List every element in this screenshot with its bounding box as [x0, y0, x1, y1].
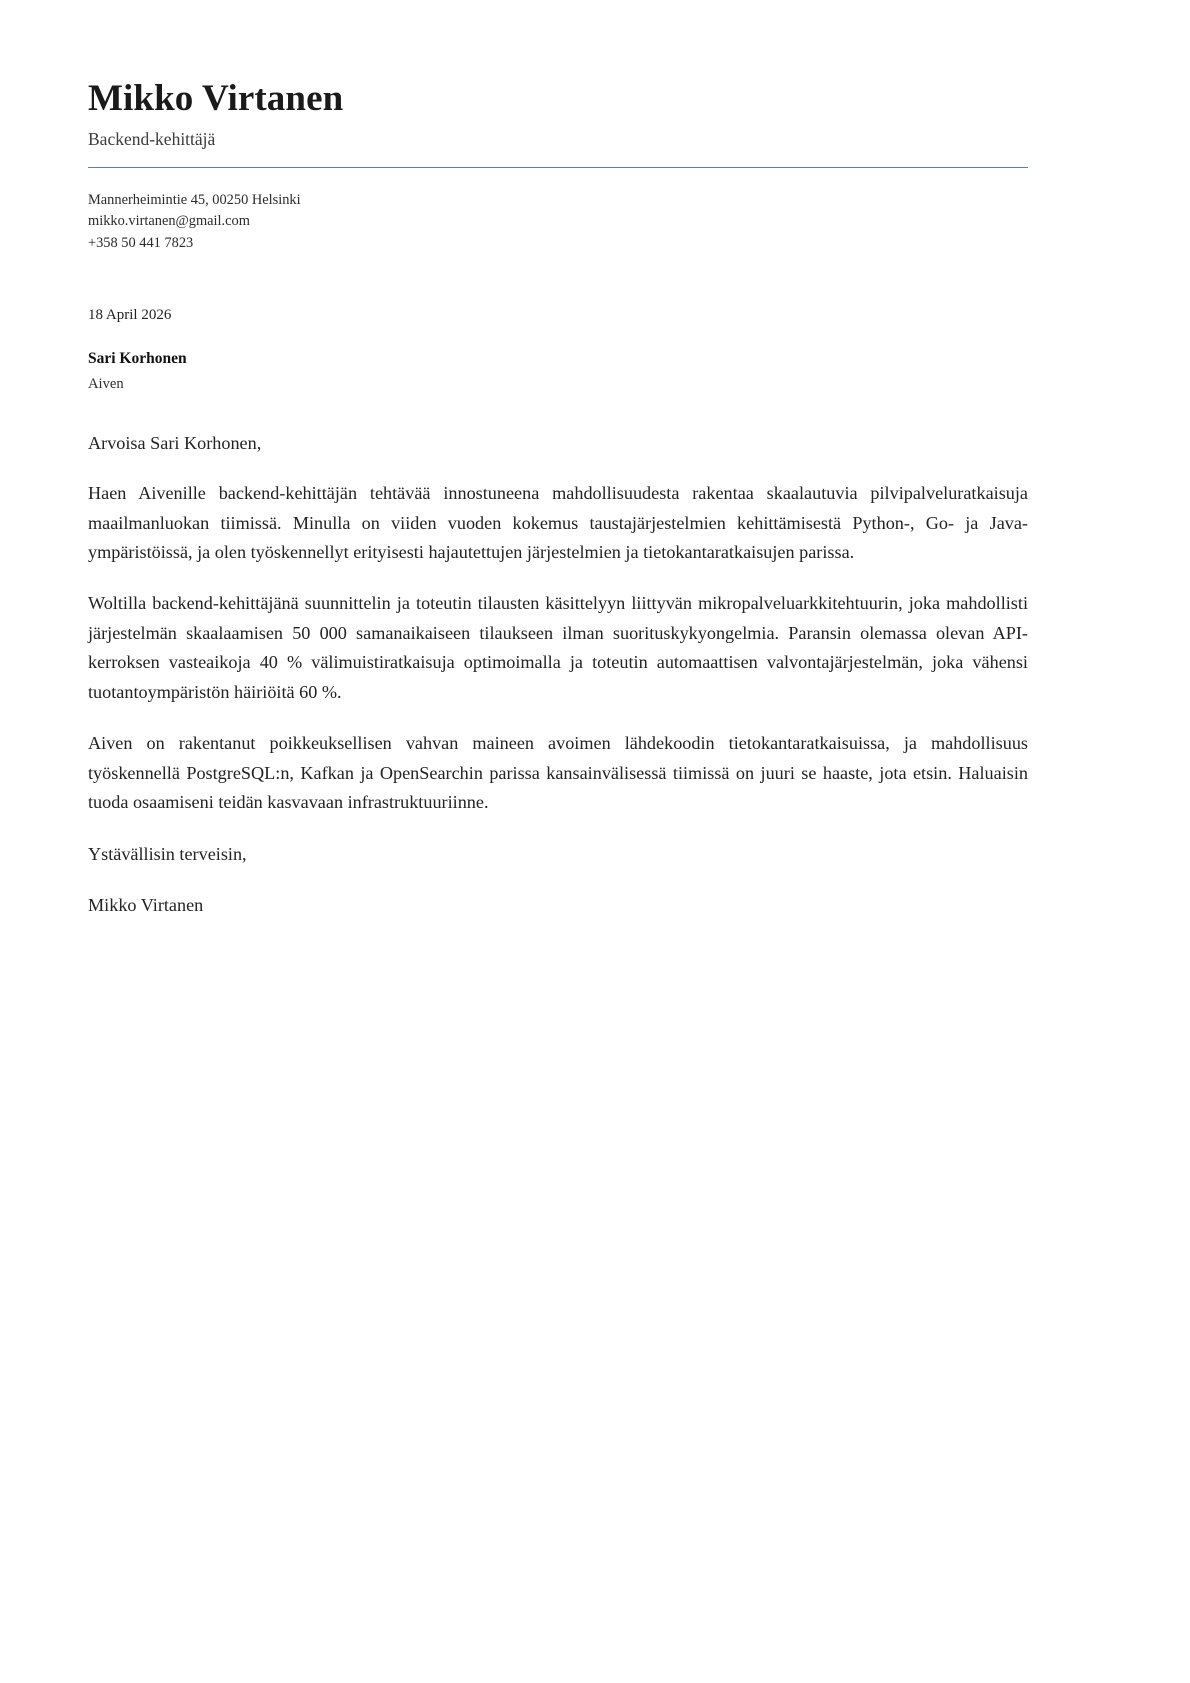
letter-salutation: Arvoisa Sari Korhonen,: [88, 432, 262, 453]
contact-address: Mannerheimintie 45, 00250 Helsinki: [88, 192, 301, 209]
candidate-name: Mikko Virtanen: [88, 78, 344, 119]
contact-block: [88, 190, 1028, 254]
contact-phone: +358 50 441 7823: [88, 234, 194, 251]
contact-email[interactable]: mikko.virtanen@gmail.com: [88, 213, 250, 230]
letter-paragraph-3: Aiven on rakentanut poikkeuksellisen vahvan maineen avoimen lähdekoodin tietokantaratkaisuissa, ja mahdollisuus työskennellä PostgreSQL:n, Kafkan ja OpenSearchin parissa kansainvälisessä tiimissä on juuri se haaste, jota etsin. Haluaisin tuoda osaamiseni teidän kasvavaan infrastruktuuriinne.: [88, 733, 1028, 813]
letter-date: 18 April 2026: [88, 306, 172, 323]
letter-paragraph-2: Woltilla backend-kehittäjänä suunnittelin ja toteutin tilausten käsittelyyn liittyvän mikropalveluarkkitehtuurin, joka mahdollisti järjestelmän skaalaamisen 50 000 samanaikaiseen tilaukseen ilman suorituskykyongelmia. Paransin olemassa olevan API-kerroksen vasteaikoja 40 % välimuistiratkaisuja optimoimalla ja toteutin automaattisen valvontajärjestelmän, joka vähensi tuotantoympäristön häiriöitä 60 %.: [88, 593, 1028, 702]
candidate-job-title: Backend-kehittäjä: [88, 129, 216, 150]
letter-header: [88, 78, 1028, 168]
letter-closing: Ystävällisin terveisin,: [88, 843, 247, 864]
letter-body: [88, 429, 1028, 920]
letter-meta: [88, 304, 1028, 395]
letter-signature: Mikko Virtanen: [88, 895, 204, 915]
letter-paragraph-1: Haen Aivenille backend-kehittäjän tehtävää innostuneena mahdollisuudesta rakentaa skaalautuvia pilvipalveluratkaisuja maailmanluokan tiimissä. Minulla on viiden vuoden kokemus taustajärjestelmien kehittämisestä Python-, Go- ja Java-ympäristöissä, ja olen työskennellyt erityisesti hajautettujen järjestelmien ja tietokantaratkaisujen parissa.: [88, 483, 1028, 562]
recipient-name: Sari Korhonen: [88, 350, 187, 368]
recipient-company: Aiven: [88, 375, 124, 392]
header-divider: [88, 167, 1028, 168]
